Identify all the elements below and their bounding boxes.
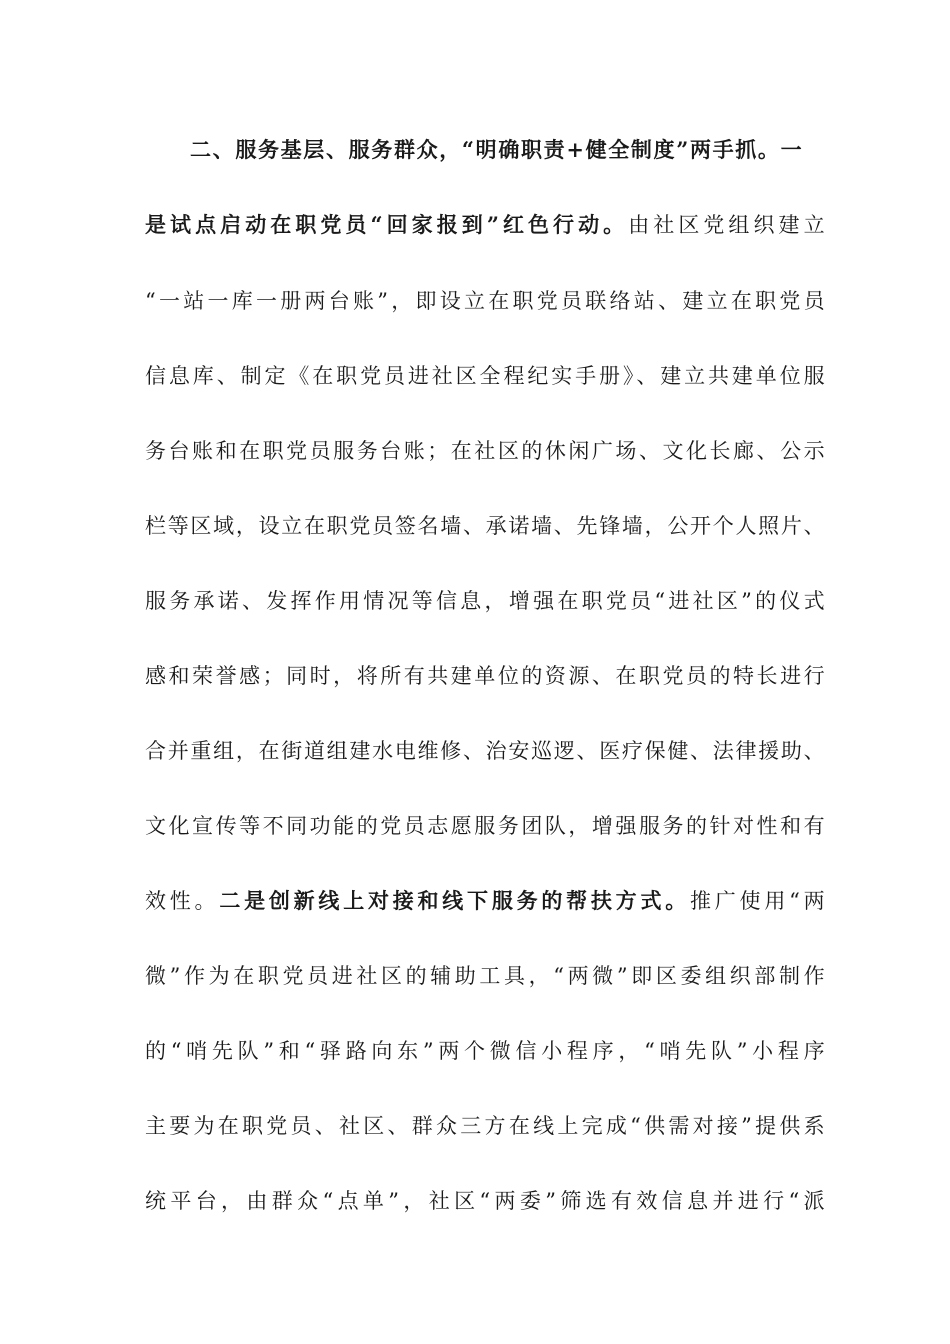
body-text: 服务承诺、发挥作用情况等信息，增强在职党员“进社区”的仪式 (145, 589, 825, 613)
body-text: 微”作为在职党员进社区的辅助工具，“两微”即区委组织部制作 (145, 964, 825, 988)
paragraph-line (145, 956, 825, 996)
body-text: 信息库、制定《在职党员进社区全程纪实手册》、建立共建单位服 (145, 364, 825, 388)
paragraph-line (145, 356, 825, 396)
body-text: 的“哨先队”和“驿路向东”两个微信小程序，“哨先队”小程序 (145, 1039, 825, 1063)
bold-heading-text: 是试点启动在职党员“回家报到”红色行动。 (145, 212, 629, 237)
paragraph-line (145, 431, 825, 471)
bold-heading-text: 二是创新线上对接和线下服务的帮扶方式。 (219, 888, 690, 913)
body-text: 务台账和在职党员服务台账；在社区的休闲广场、文化长廊、公示 (145, 439, 825, 463)
paragraph-line (145, 281, 825, 321)
paragraph-line (145, 806, 825, 846)
body-text: 由社区党组织建立 (628, 213, 825, 237)
paragraph-line (145, 1031, 825, 1071)
paragraph-line (145, 731, 825, 771)
body-text: 合并重组，在街道组建水电维修、治安巡逻、医疗保健、法律援助、 (145, 739, 825, 763)
body-text: 推广使用“两 (690, 889, 825, 913)
body-text: 效性。 (145, 889, 220, 913)
paragraph-line (145, 1106, 825, 1146)
body-text: “一站一库一册两台账”，即设立在职党员联络站、建立在职党员 (145, 289, 825, 313)
paragraph-line (145, 506, 825, 546)
body-text: 感和荣誉感；同时，将所有共建单位的资源、在职党员的特长进行 (145, 664, 825, 688)
body-text: 文化宣传等不同功能的党员志愿服务团队，增强服务的针对性和有 (145, 814, 825, 838)
body-text: 主要为在职党员、社区、群众三方在线上完成“供需对接”提供系 (145, 1114, 825, 1138)
paragraph-line (145, 881, 825, 921)
paragraph-line (145, 656, 825, 696)
body-text: 栏等区域，设立在职党员签名墙、承诺墙、先锋墙，公开个人照片、 (145, 514, 825, 538)
bold-heading-text: 二、服务基层、服务群众，“明确职责+健全制度”两手抓。一 (190, 137, 802, 162)
paragraph-line (145, 1181, 825, 1221)
paragraph-line (145, 581, 825, 621)
body-text: 统平台，由群众“点单”，社区“两委”筛选有效信息并进行“派 (145, 1189, 825, 1213)
paragraph-line (190, 130, 802, 170)
paragraph-line (145, 205, 825, 245)
